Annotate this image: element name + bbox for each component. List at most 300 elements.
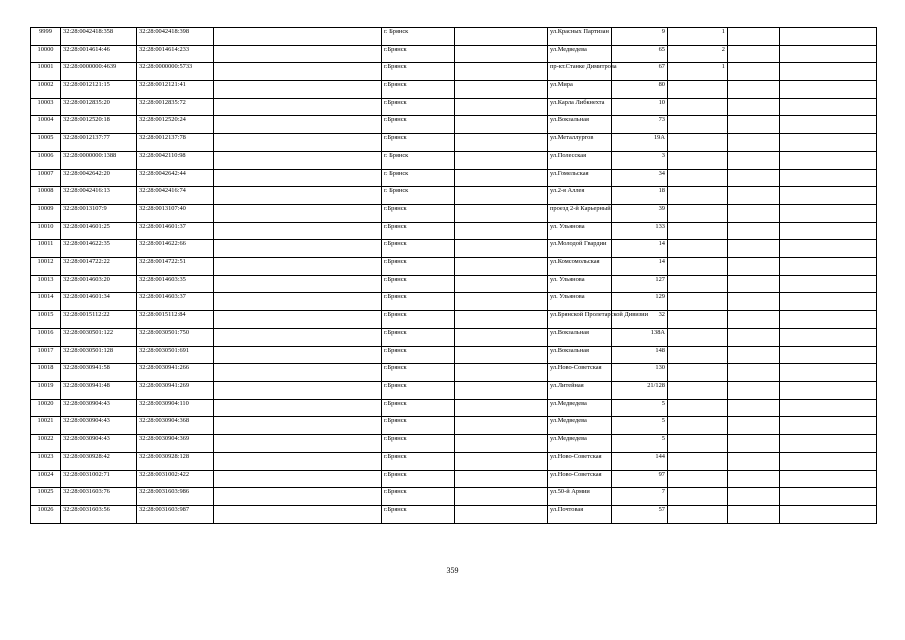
cell-column-11 — [780, 346, 877, 364]
cell-cadastral-number-building: 32:28:0030928:128 — [137, 452, 214, 470]
cell-city: г. Брянск — [382, 28, 455, 46]
cell-cadastral-number-land: 32:28:0042416:13 — [61, 187, 137, 205]
cell-street: ул.Ново-Советская — [548, 452, 612, 470]
cell-street: ул.Металлургов — [548, 134, 612, 152]
cell-street: ул.Красных Партизан — [548, 28, 612, 46]
cell-house-number: 14 — [612, 257, 668, 275]
table-row — [31, 45, 877, 63]
cell-cadastral-number-land: 32:28:0014722:22 — [61, 257, 137, 275]
cell-cadastral-number-land: 32:28:0015112:22 — [61, 311, 137, 329]
cell-cadastral-number-building: 32:28:0012520:24 — [137, 116, 214, 134]
cell-column-4 — [214, 311, 382, 329]
cell-column-4 — [214, 435, 382, 453]
cell-cadastral-number-building: 32:28:0042110:98 — [137, 151, 214, 169]
cell-column-6 — [455, 275, 548, 293]
cell-column-4 — [214, 293, 382, 311]
cell-row-number: 10003 — [31, 98, 61, 116]
cell-house-number: 19А — [612, 134, 668, 152]
cell-column-4 — [214, 28, 382, 46]
cell-house-number: 129 — [612, 293, 668, 311]
cell-house-number: 14 — [612, 240, 668, 258]
cell-street: ул.50-й Армии — [548, 488, 612, 506]
cell-city: г. Брянск — [382, 169, 455, 187]
cell-city: г. Брянск — [382, 151, 455, 169]
cell-column-4 — [214, 382, 382, 400]
table-body — [31, 28, 877, 524]
cell-cadastral-number-building: 32:28:0030941:266 — [137, 364, 214, 382]
cell-cadastral-number-building: 32:28:0030904:110 — [137, 399, 214, 417]
cell-column-4 — [214, 364, 382, 382]
cell-city: г.Брянск — [382, 364, 455, 382]
cell-column-9 — [668, 417, 728, 435]
cell-cadastral-number-building: 32:28:0012137:78 — [137, 134, 214, 152]
cell-city: г.Брянск — [382, 452, 455, 470]
cell-street: ул.Медведева — [548, 45, 612, 63]
cell-house-number: 57 — [612, 505, 668, 523]
cell-column-4 — [214, 187, 382, 205]
cell-column-10 — [728, 116, 780, 134]
cell-column-9 — [668, 257, 728, 275]
table-row — [31, 63, 877, 81]
cell-house-number: 73 — [612, 116, 668, 134]
cell-city: г.Брянск — [382, 98, 455, 116]
cell-column-9 — [668, 116, 728, 134]
cell-column-10 — [728, 488, 780, 506]
cell-column-6 — [455, 187, 548, 205]
cell-city: г.Брянск — [382, 116, 455, 134]
cell-house-number: 39 — [612, 204, 668, 222]
cell-column-6 — [455, 364, 548, 382]
table-row — [31, 452, 877, 470]
cell-row-number: 10020 — [31, 399, 61, 417]
cell-street: ул.2-я Аллея — [548, 187, 612, 205]
cell-street: ул.Карла Либкнехта — [548, 98, 612, 116]
registry-table — [30, 27, 877, 524]
table-row — [31, 488, 877, 506]
cell-street: пр-кт.Станке Димитрова — [548, 63, 612, 81]
cell-column-6 — [455, 240, 548, 258]
cell-column-4 — [214, 98, 382, 116]
table-row — [31, 293, 877, 311]
cell-column-9: 1 — [668, 63, 728, 81]
cell-cadastral-number-land: 32:28:0012835:20 — [61, 98, 137, 116]
cell-column-6 — [455, 151, 548, 169]
cell-column-4 — [214, 505, 382, 523]
cell-column-9 — [668, 275, 728, 293]
cell-column-6 — [455, 222, 548, 240]
cell-column-10 — [728, 63, 780, 81]
cell-row-number: 9999 — [31, 28, 61, 46]
cell-column-10 — [728, 45, 780, 63]
cell-column-6 — [455, 311, 548, 329]
cell-column-4 — [214, 169, 382, 187]
cell-row-number: 10001 — [31, 63, 61, 81]
cell-row-number: 10012 — [31, 257, 61, 275]
cell-column-4 — [214, 275, 382, 293]
cell-column-4 — [214, 134, 382, 152]
cell-column-10 — [728, 435, 780, 453]
cell-row-number: 10013 — [31, 275, 61, 293]
cell-street: ул. Ульянова — [548, 293, 612, 311]
cell-column-6 — [455, 417, 548, 435]
cell-cadastral-number-building: 32:28:0014722:51 — [137, 257, 214, 275]
cell-column-9 — [668, 364, 728, 382]
cell-cadastral-number-building: 32:28:0014603:37 — [137, 293, 214, 311]
cell-cadastral-number-building: 32:28:0014622:66 — [137, 240, 214, 258]
cell-column-10 — [728, 98, 780, 116]
cell-house-number: 127 — [612, 275, 668, 293]
cell-house-number: 138А — [612, 329, 668, 347]
cell-city: г.Брянск — [382, 382, 455, 400]
table-row — [31, 346, 877, 364]
cell-column-6 — [455, 45, 548, 63]
cell-column-11 — [780, 81, 877, 99]
cell-column-4 — [214, 63, 382, 81]
cell-column-6 — [455, 329, 548, 347]
cell-cadastral-number-land: 32:28:0014622:35 — [61, 240, 137, 258]
cell-column-4 — [214, 240, 382, 258]
cell-column-9 — [668, 169, 728, 187]
table-row — [31, 435, 877, 453]
cell-column-6 — [455, 399, 548, 417]
cell-column-11 — [780, 240, 877, 258]
cell-column-9 — [668, 452, 728, 470]
cell-column-4 — [214, 257, 382, 275]
table-row — [31, 382, 877, 400]
cell-cadastral-number-building: 32:28:0012835:72 — [137, 98, 214, 116]
cell-row-number: 10006 — [31, 151, 61, 169]
cell-house-number: 18 — [612, 187, 668, 205]
cell-column-10 — [728, 399, 780, 417]
cell-cadastral-number-land: 32:28:0030904:43 — [61, 435, 137, 453]
cell-column-11 — [780, 45, 877, 63]
cell-column-11 — [780, 435, 877, 453]
cell-column-10 — [728, 505, 780, 523]
cell-column-4 — [214, 222, 382, 240]
cell-row-number: 10022 — [31, 435, 61, 453]
cell-column-10 — [728, 275, 780, 293]
cell-city: г.Брянск — [382, 240, 455, 258]
cell-street: ул.Молодой Гвардии — [548, 240, 612, 258]
cell-column-9: 2 — [668, 45, 728, 63]
table-row — [31, 81, 877, 99]
cell-column-6 — [455, 257, 548, 275]
cell-cadastral-number-building: 32:28:0030501:750 — [137, 329, 214, 347]
cell-city: г.Брянск — [382, 311, 455, 329]
cell-column-6 — [455, 293, 548, 311]
cell-column-4 — [214, 346, 382, 364]
table-row — [31, 116, 877, 134]
cell-column-9 — [668, 435, 728, 453]
cell-row-number: 10008 — [31, 187, 61, 205]
cell-cadastral-number-building: 32:28:0042416:74 — [137, 187, 214, 205]
cell-street: ул. Ульянова — [548, 275, 612, 293]
cell-column-6 — [455, 63, 548, 81]
cell-column-9 — [668, 311, 728, 329]
cell-row-number: 10026 — [31, 505, 61, 523]
cell-cadastral-number-land: 32:28:0030928:42 — [61, 452, 137, 470]
cell-column-9 — [668, 134, 728, 152]
cell-column-10 — [728, 81, 780, 99]
cell-cadastral-number-building: 32:28:0030941:269 — [137, 382, 214, 400]
cell-house-number: 65 — [612, 45, 668, 63]
cell-column-11 — [780, 257, 877, 275]
cell-row-number: 10011 — [31, 240, 61, 258]
cell-column-11 — [780, 488, 877, 506]
cell-city: г.Брянск — [382, 134, 455, 152]
cell-column-10 — [728, 293, 780, 311]
cell-column-10 — [728, 134, 780, 152]
cell-cadastral-number-land: 32:28:0030501:122 — [61, 329, 137, 347]
cell-city: г.Брянск — [382, 505, 455, 523]
cell-column-9 — [668, 505, 728, 523]
cell-house-number: 97 — [612, 470, 668, 488]
cell-column-6 — [455, 98, 548, 116]
cell-column-6 — [455, 346, 548, 364]
table-row — [31, 151, 877, 169]
cell-cadastral-number-building: 32:28:0014601:37 — [137, 222, 214, 240]
cell-column-10 — [728, 222, 780, 240]
cell-house-number: 9 — [612, 28, 668, 46]
cell-street: ул.Полесская — [548, 151, 612, 169]
cell-column-9 — [668, 382, 728, 400]
cell-cadastral-number-building: 32:28:0014603:35 — [137, 275, 214, 293]
cell-column-11 — [780, 311, 877, 329]
cell-column-10 — [728, 311, 780, 329]
cell-cadastral-number-building: 32:28:0014614:233 — [137, 45, 214, 63]
table-row — [31, 505, 877, 523]
cell-column-9 — [668, 399, 728, 417]
cell-column-9 — [668, 240, 728, 258]
cell-city: г.Брянск — [382, 399, 455, 417]
cell-column-10 — [728, 204, 780, 222]
cell-column-11 — [780, 169, 877, 187]
cell-city: г. Брянск — [382, 187, 455, 205]
cell-street: ул.Ново-Советская — [548, 470, 612, 488]
cell-row-number: 10018 — [31, 364, 61, 382]
cell-column-6 — [455, 452, 548, 470]
cell-cadastral-number-land: 32:28:0014614:46 — [61, 45, 137, 63]
cell-cadastral-number-land: 32:28:0030941:48 — [61, 382, 137, 400]
cell-column-6 — [455, 488, 548, 506]
cell-column-4 — [214, 417, 382, 435]
cell-street: ул.Гомельская — [548, 169, 612, 187]
cell-house-number: 5 — [612, 399, 668, 417]
cell-street: ул.Вокзальная — [548, 346, 612, 364]
cell-column-6 — [455, 134, 548, 152]
cell-row-number: 10002 — [31, 81, 61, 99]
cell-cadastral-number-land: 32:28:0042642:20 — [61, 169, 137, 187]
cell-cadastral-number-land: 32:28:0042418:358 — [61, 28, 137, 46]
cell-row-number: 10004 — [31, 116, 61, 134]
cell-column-9 — [668, 329, 728, 347]
cell-cadastral-number-land: 32:28:0014603:20 — [61, 275, 137, 293]
cell-row-number: 10009 — [31, 204, 61, 222]
cell-column-10 — [728, 382, 780, 400]
cell-cadastral-number-building: 32:28:0012121:41 — [137, 81, 214, 99]
cell-cadastral-number-building: 32:28:0031603:986 — [137, 488, 214, 506]
cell-column-10 — [728, 240, 780, 258]
cell-column-4 — [214, 452, 382, 470]
cell-column-11 — [780, 399, 877, 417]
cell-row-number: 10005 — [31, 134, 61, 152]
cell-column-4 — [214, 45, 382, 63]
cell-column-9 — [668, 470, 728, 488]
cell-cadastral-number-land: 32:28:0012520:18 — [61, 116, 137, 134]
cell-street: ул.Вокзальная — [548, 329, 612, 347]
cell-column-11 — [780, 417, 877, 435]
cell-row-number: 10025 — [31, 488, 61, 506]
cell-column-4 — [214, 399, 382, 417]
cell-house-number: 21/128 — [612, 382, 668, 400]
table-row — [31, 222, 877, 240]
cell-column-6 — [455, 470, 548, 488]
cell-column-9 — [668, 293, 728, 311]
cell-row-number: 10023 — [31, 452, 61, 470]
table-row — [31, 364, 877, 382]
cell-column-11 — [780, 275, 877, 293]
cell-column-9 — [668, 488, 728, 506]
cell-house-number: 144 — [612, 452, 668, 470]
cell-cadastral-number-building: 32:28:0042418:398 — [137, 28, 214, 46]
cell-house-number: 5 — [612, 417, 668, 435]
cell-street: ул.Медведева — [548, 417, 612, 435]
cell-row-number: 10007 — [31, 169, 61, 187]
cell-street: ул.Ново-Советская — [548, 364, 612, 382]
table-row — [31, 240, 877, 258]
cell-column-6 — [455, 116, 548, 134]
cell-column-11 — [780, 28, 877, 46]
cell-column-11 — [780, 470, 877, 488]
cell-column-11 — [780, 134, 877, 152]
cell-city: г.Брянск — [382, 81, 455, 99]
cell-column-11 — [780, 329, 877, 347]
cell-row-number: 10010 — [31, 222, 61, 240]
cell-cadastral-number-building: 32:28:0030501:691 — [137, 346, 214, 364]
cell-house-number: 133 — [612, 222, 668, 240]
cell-column-9 — [668, 151, 728, 169]
table-row — [31, 134, 877, 152]
cell-city: г.Брянск — [382, 346, 455, 364]
cell-city: г.Брянск — [382, 293, 455, 311]
cell-column-6 — [455, 204, 548, 222]
cell-street: ул.Комсомольская — [548, 257, 612, 275]
cell-column-6 — [455, 169, 548, 187]
cell-city: г.Брянск — [382, 417, 455, 435]
cell-cadastral-number-building: 32:28:0042642:44 — [137, 169, 214, 187]
cell-column-10 — [728, 151, 780, 169]
table-row — [31, 204, 877, 222]
cell-cadastral-number-land: 32:28:0012137:77 — [61, 134, 137, 152]
cell-row-number: 10000 — [31, 45, 61, 63]
cell-cadastral-number-land: 32:28:0031603:76 — [61, 488, 137, 506]
cell-column-9 — [668, 204, 728, 222]
cell-street: ул.Мира — [548, 81, 612, 99]
cell-city: г.Брянск — [382, 222, 455, 240]
cell-city: г.Брянск — [382, 63, 455, 81]
cell-cadastral-number-building: 32:28:0031002:422 — [137, 470, 214, 488]
cell-street: ул.Медведева — [548, 435, 612, 453]
cell-cadastral-number-building: 32:28:0013107:40 — [137, 204, 214, 222]
table-row — [31, 470, 877, 488]
cell-column-10 — [728, 187, 780, 205]
cell-city: г.Брянск — [382, 45, 455, 63]
cell-cadastral-number-land: 32:28:0030904:43 — [61, 399, 137, 417]
cell-column-6 — [455, 28, 548, 46]
cell-column-11 — [780, 222, 877, 240]
table-row — [31, 28, 877, 46]
cell-column-11 — [780, 116, 877, 134]
cell-cadastral-number-building: 32:28:0015112:84 — [137, 311, 214, 329]
cell-house-number: 130 — [612, 364, 668, 382]
cell-column-11 — [780, 293, 877, 311]
cell-row-number: 10014 — [31, 293, 61, 311]
cell-city: г.Брянск — [382, 435, 455, 453]
table-row — [31, 329, 877, 347]
cell-house-number: 7 — [612, 488, 668, 506]
cell-house-number: 10 — [612, 98, 668, 116]
cell-column-4 — [214, 329, 382, 347]
table-row — [31, 399, 877, 417]
cell-column-9 — [668, 98, 728, 116]
cell-street: проезд 2-й Карьерный — [548, 204, 612, 222]
cell-column-9 — [668, 187, 728, 205]
cell-cadastral-number-land: 32:28:0012121:15 — [61, 81, 137, 99]
cell-column-6 — [455, 382, 548, 400]
table-row — [31, 257, 877, 275]
cell-house-number: 34 — [612, 169, 668, 187]
cell-column-10 — [728, 329, 780, 347]
cell-column-4 — [214, 204, 382, 222]
cell-cadastral-number-land: 32:28:0013107:9 — [61, 204, 137, 222]
cell-column-10 — [728, 169, 780, 187]
cell-column-10 — [728, 364, 780, 382]
table-row — [31, 275, 877, 293]
cell-column-11 — [780, 204, 877, 222]
cell-street: ул.Брянской Пролетарской Дивизии — [548, 311, 612, 329]
page-number: 359 — [446, 566, 459, 575]
cell-column-11 — [780, 364, 877, 382]
cell-city: г.Брянск — [382, 329, 455, 347]
cell-cadastral-number-land: 32:28:0000000:1388 — [61, 151, 137, 169]
cell-column-10 — [728, 346, 780, 364]
cell-cadastral-number-land: 32:28:0030501:128 — [61, 346, 137, 364]
cell-cadastral-number-land: 32:28:0014601:34 — [61, 293, 137, 311]
cell-cadastral-number-land: 32:28:0014601:25 — [61, 222, 137, 240]
cell-row-number: 10017 — [31, 346, 61, 364]
cell-cadastral-number-land: 32:28:0000000:4639 — [61, 63, 137, 81]
cell-column-11 — [780, 382, 877, 400]
cell-cadastral-number-land: 32:28:0030941:58 — [61, 364, 137, 382]
cell-column-10 — [728, 452, 780, 470]
cell-house-number: 148 — [612, 346, 668, 364]
cell-row-number: 10016 — [31, 329, 61, 347]
cell-cadastral-number-land: 32:28:0031002:71 — [61, 470, 137, 488]
cell-street: ул. Ульянова — [548, 222, 612, 240]
cell-column-11 — [780, 63, 877, 81]
cell-row-number: 10024 — [31, 470, 61, 488]
cell-city: г.Брянск — [382, 470, 455, 488]
table-row — [31, 187, 877, 205]
cell-house-number: 3 — [612, 151, 668, 169]
cell-column-11 — [780, 187, 877, 205]
cell-row-number: 10019 — [31, 382, 61, 400]
cell-city: г.Брянск — [382, 275, 455, 293]
cell-cadastral-number-land: 32:28:0031603:56 — [61, 505, 137, 523]
cell-street: ул.Почтовая — [548, 505, 612, 523]
cell-column-10 — [728, 470, 780, 488]
cell-street: ул.Литейная — [548, 382, 612, 400]
